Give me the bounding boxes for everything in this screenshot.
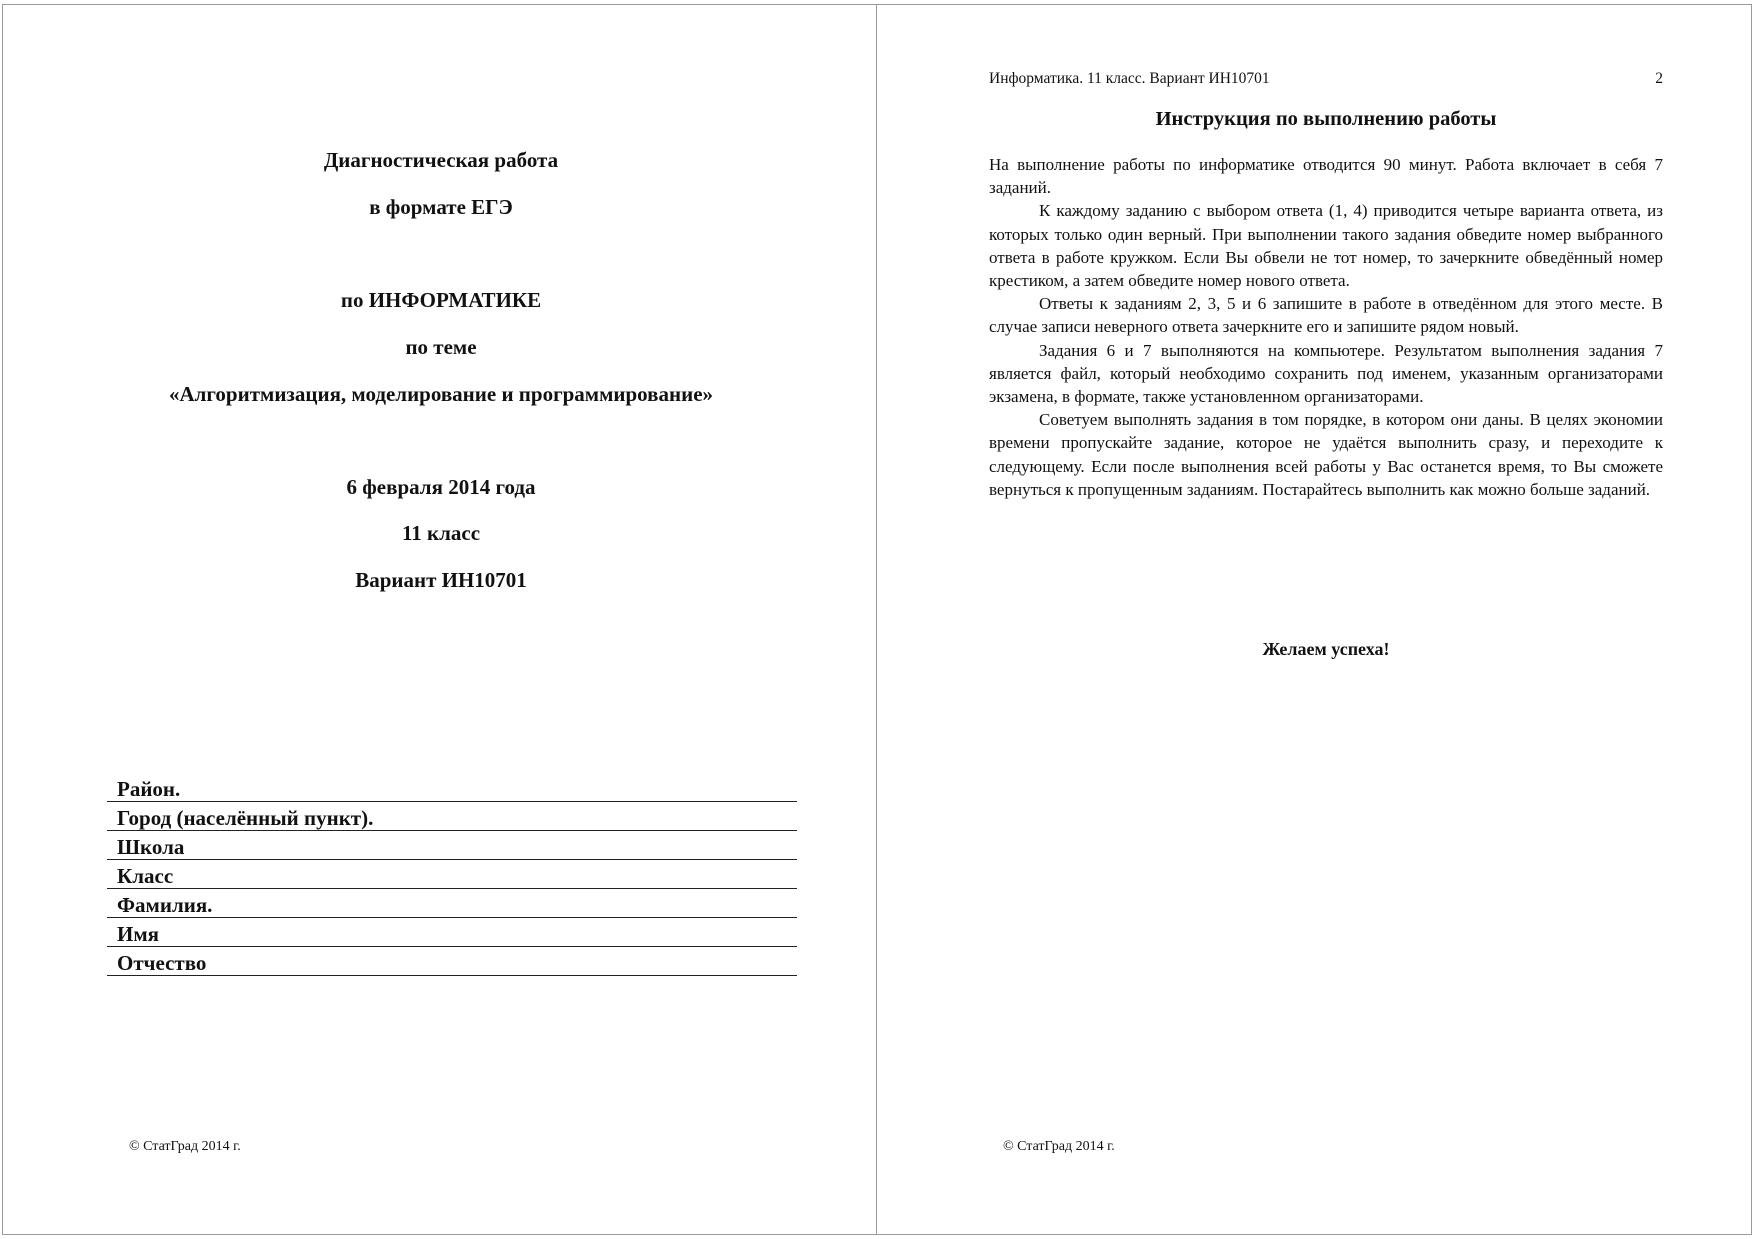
paragraph: Задания 6 и 7 выполняются на компьютере. Результатом выполнения задания 7 является файл, который необходимо сохранить под именем, указанным организаторами экзамена, в формате, также установленном организаторами. [989, 340, 1663, 407]
field-name: Имя [107, 918, 797, 947]
title-page [2, 4, 878, 1235]
student-info-form [107, 773, 797, 976]
title-line-subject: по ИНФОРМАТИКЕ [340, 288, 542, 312]
paragraph: Ответы к заданиям 2, 3, 5 и 6 запишите в работе в отведённом для этого месте. В случае записи неверного ответа зачеркните его и запишите рядом новый. [989, 294, 1663, 337]
field-surname: Фамилия. [107, 889, 797, 918]
title-line-topic: «Алгоритмизация, моделирование и программирование» [168, 382, 714, 406]
instructions-body [989, 153, 1663, 501]
paragraph: На выполнение работы по информатике отводится 90 минут. Работа включает в себя 7 заданий. [989, 155, 1663, 198]
running-header-title: Информатика. 11 класс. Вариант ИН10701 [989, 70, 1270, 87]
page-number: 2 [1655, 70, 1663, 87]
instructions-title: Инструкция по выполнению работы [1155, 108, 1497, 130]
field-school: Школа [107, 831, 797, 860]
title-line-topic-label: по теме [405, 335, 477, 359]
title-line-date: 6 февраля 2014 года [346, 475, 536, 499]
good-luck-line: Желаем успеха! [1262, 639, 1390, 659]
title-line-format: в формате ЕГЭ [369, 195, 513, 219]
field-patronymic: Отчество [107, 947, 797, 976]
copyright-footer: © СтатГрад 2014 г. [1003, 1139, 1115, 1154]
title-line-grade: 11 класс [401, 521, 481, 545]
running-header [989, 70, 1663, 88]
paragraph: К каждому заданию с выбором ответа (1, 4) приводится четыре варианта ответа, из которых только один верный. При выполнении такого задания обведите номер выбранного ответа в работе кружком. Если Вы обвели не тот номер, то зачеркните обведённый номер крестиком, а затем обведите номер нового ответа. [989, 201, 1663, 291]
instructions-page [876, 4, 1752, 1235]
title-line-work: Диагностическая работа [323, 148, 559, 172]
field-city: Город (населённый пункт). [107, 802, 797, 831]
field-class: Класс [107, 860, 797, 889]
paragraph: Советуем выполнять задания в том порядке, в котором они даны. В целях экономии времени пропускайте задание, которое не удаётся выполнить сразу, и переходите к следующему. Если после выполнения всей работы у Вас останется время, то Вы сможете вернуться к пропущенным заданиям. Постарайтесь выполнить как можно больше заданий. [989, 410, 1663, 499]
title-line-variant: Вариант ИН10701 [355, 568, 527, 592]
field-district: Район. [107, 773, 797, 802]
copyright-footer: © СтатГрад 2014 г. [129, 1139, 241, 1154]
